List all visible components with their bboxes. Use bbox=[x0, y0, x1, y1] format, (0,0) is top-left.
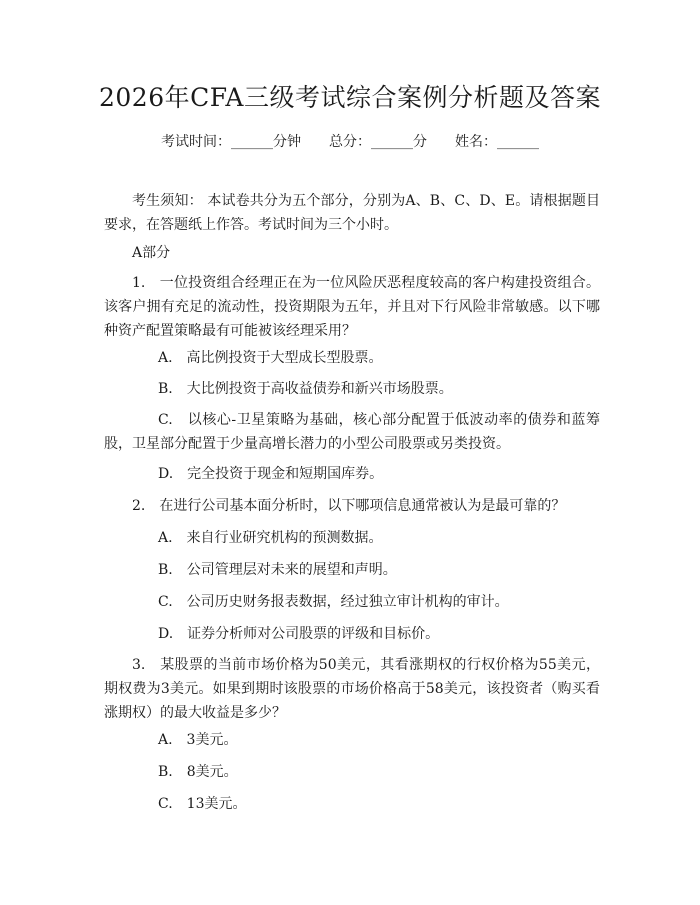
question-option: D. 证券分析师对公司股票的评级和目标价。 bbox=[158, 626, 440, 642]
exam-meta bbox=[0, 131, 700, 151]
question-stem: 3. 某股票的当前市场价格为50美元，其看涨期权的行权价格为55美元，期权费为3美元。如果到期时该股票的市场价格高于58美元，该投资者（购买看涨期权）的最大收益是多少？ bbox=[104, 657, 600, 721]
question-option: A. 3美元。 bbox=[158, 732, 238, 748]
total-score: 总分：______分 bbox=[329, 134, 427, 150]
question-option: A. 高比例投资于大型成长型股票。 bbox=[158, 350, 383, 366]
question-option: B. 大比例投资于高收益债券和新兴市场股票。 bbox=[158, 381, 453, 397]
question-option: D. 完全投资于现金和短期国库券。 bbox=[158, 466, 384, 482]
exam-time: 考试时间：______分钟 bbox=[161, 134, 301, 150]
page-title: 2026年CFA三级考试综合案例分析题及答案 bbox=[99, 83, 601, 112]
question-option: C. 公司历史财务报表数据，经过独立审计机构的审计。 bbox=[158, 594, 509, 610]
exam-notice: 考生须知： 本试卷共分为五个部分，分别为A、B、C、D、E。请根据题目要求，在答题纸上作答。考试时间为三个小时。 bbox=[104, 193, 600, 233]
question-option: A. 来自行业研究机构的预测数据。 bbox=[158, 530, 383, 546]
question-stem: 1. 一位投资组合经理正在为一位风险厌恶程度较高的客户构建投资组合。该客户拥有充足的流动性，投资期限为五年，并且对下行风险非常敏感。以下哪种资产配置策略最有可能被该经理采用？ bbox=[104, 275, 600, 339]
section-heading: A部分 bbox=[132, 245, 171, 261]
question-option: B. 8美元。 bbox=[158, 764, 238, 780]
question-option: C. 13美元。 bbox=[158, 796, 247, 812]
student-name: 姓名：______ bbox=[455, 134, 539, 150]
question-stem: 2. 在进行公司基本面分析时，以下哪项信息通常被认为是最可靠的？ bbox=[132, 498, 566, 514]
question-option: B. 公司管理层对未来的展望和声明。 bbox=[158, 562, 397, 578]
question-option: C. 以核心-卫星策略为基础，核心部分配置于低波动率的债券和蓝筹股，卫星部分配置于少量高增长潜力的小型公司股票或另类投资。 bbox=[104, 412, 600, 452]
